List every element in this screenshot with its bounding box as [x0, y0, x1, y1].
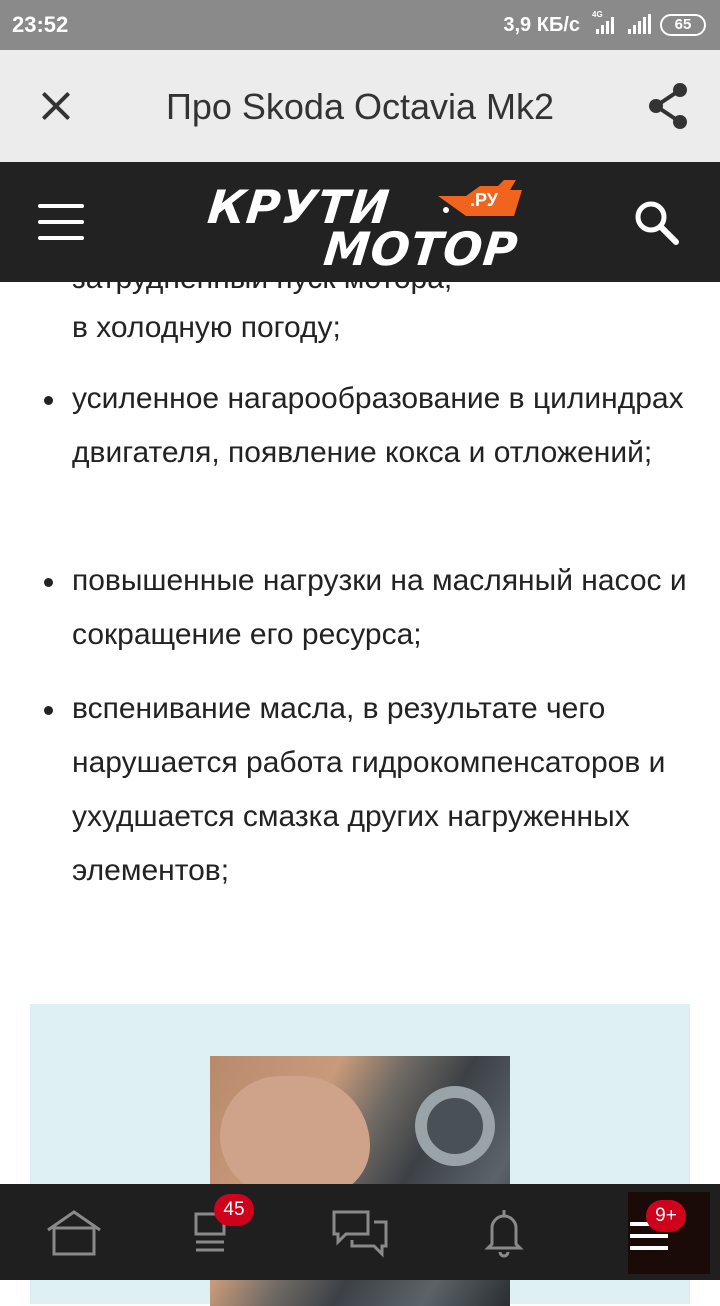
chat-icon[interactable] [328, 1200, 392, 1264]
lte-signal-icon [592, 10, 618, 36]
list-item: усиленное нагарообразование в цилиндрах двигателя, появление кокса и отложений; [72, 372, 702, 480]
share-icon[interactable] [644, 80, 692, 132]
status-indicators [503, 12, 706, 38]
menu-badge: 9+ [646, 1200, 686, 1232]
page-title: Про Skoda Octavia Mk2 [165, 86, 555, 127]
network-speed: 3,9 КБ/с [503, 13, 580, 36]
list-item: повышенные нагрузки на масляный насос и сокращение его ресурса; [72, 554, 702, 662]
feed-badge: 45 [214, 1194, 254, 1226]
network-type-label: 4G [592, 10, 603, 19]
hamburger-icon[interactable] [38, 202, 84, 242]
bell-icon[interactable] [472, 1200, 536, 1264]
list-item: вспенивание масла, в результате чего нарушается работа гидрокомпенсаторов и ухудшается смазка других нагруженных элементов; [72, 682, 702, 898]
menu-button[interactable] [628, 1192, 710, 1274]
status-bar [0, 0, 720, 50]
logo-line2: МОТОР [321, 222, 521, 276]
bullet-continuation: в холодную погоду; [72, 311, 341, 344]
search-icon[interactable] [632, 198, 680, 246]
feed-button[interactable] [190, 1200, 254, 1264]
browser-title-bar [0, 50, 720, 162]
battery-icon: 65 [660, 14, 706, 36]
cell-signal-icon [626, 14, 652, 36]
logo-line1: КРУТИ [205, 180, 393, 234]
logo-suffix: .РУ [470, 190, 498, 210]
partial-line: затруднённый пуск мотора, [72, 262, 453, 295]
bottom-nav [0, 1184, 720, 1280]
article-content [0, 262, 720, 1282]
status-time: 23:52 [12, 12, 69, 37]
home-icon[interactable] [42, 1200, 106, 1264]
